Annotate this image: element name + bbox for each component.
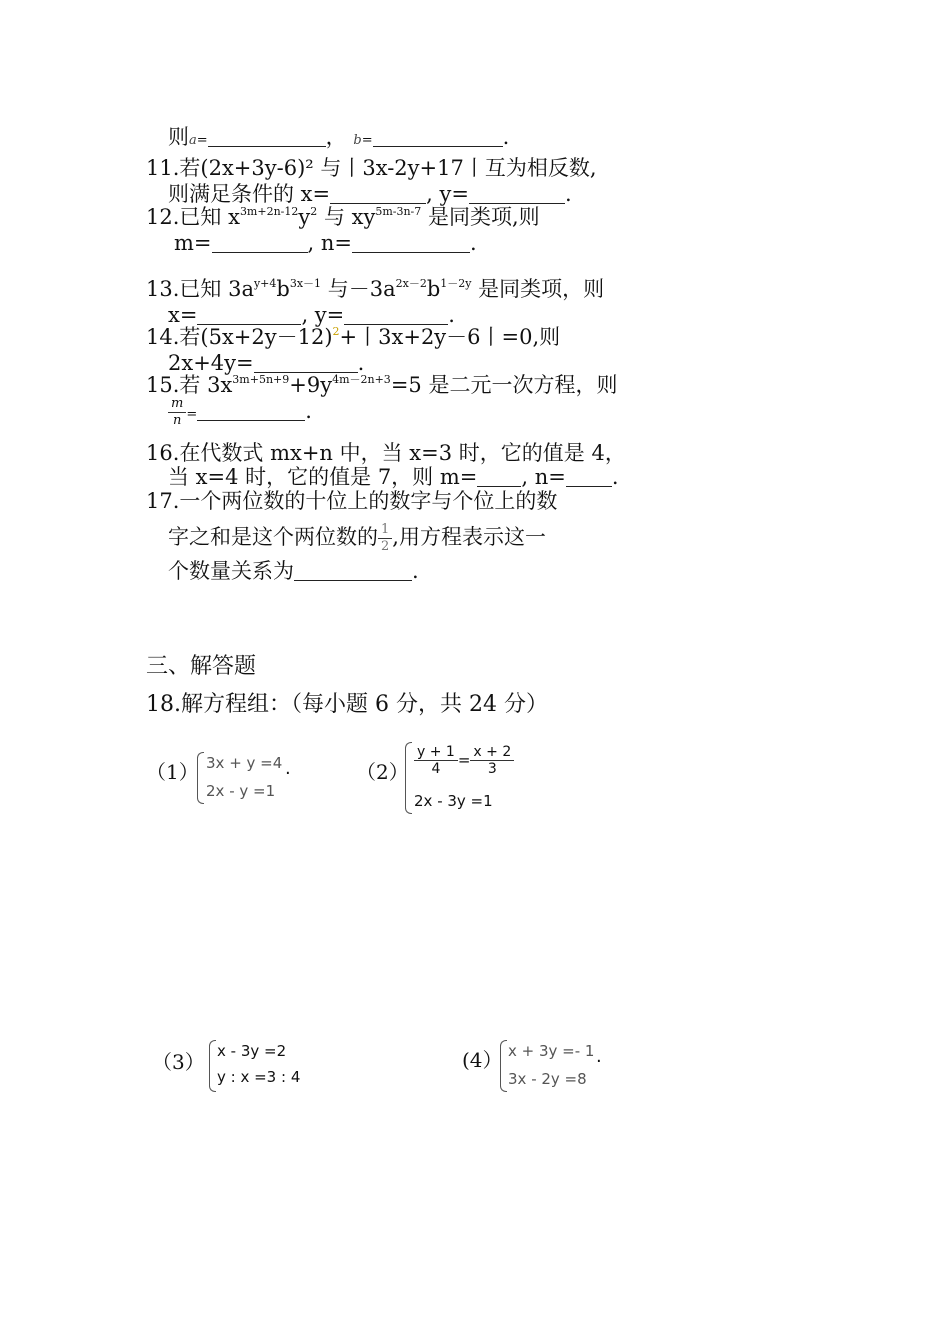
q12-mid1: y (298, 205, 311, 229)
numerator: x + 2 (470, 744, 514, 761)
q12-m-label: m= (174, 231, 212, 255)
var-a: a (189, 133, 197, 148)
q12-m-blank[interactable] (212, 234, 308, 253)
q17-number: 17. (146, 489, 180, 513)
q12-pre: 已知 x (179, 205, 240, 229)
numerator: y + 1 (414, 744, 458, 761)
brace-icon (500, 1040, 507, 1092)
comma: ， (325, 125, 347, 149)
denominator: 2 (381, 539, 390, 554)
fraction-right (470, 744, 514, 777)
brace-icon (209, 1040, 216, 1092)
exp: 2 (332, 325, 340, 338)
q14-line1 (146, 324, 560, 350)
period: . (596, 1046, 602, 1067)
period: . (470, 231, 477, 255)
q12-n-label: , n= (307, 231, 352, 255)
q15-line2 (168, 396, 312, 429)
system2-label: （2） (356, 760, 409, 784)
system3 (209, 1040, 319, 1094)
system3-eq2: y : x =3 : 4 (217, 1068, 301, 1086)
q12-line2 (174, 230, 477, 256)
q16-line2 (168, 464, 619, 490)
q16-m-label: 当 x=4 时，它的值是 7，则 m= (168, 465, 478, 489)
numerator: m (168, 396, 186, 413)
exp: 2 (310, 205, 318, 218)
q11-y-blank[interactable] (469, 185, 565, 204)
q11-x-label: 则满足条件的 x= (168, 182, 331, 206)
q17-text: 一个两位数的十位上的数字与个位上的数 (179, 489, 558, 513)
exp: 2x－2 (395, 277, 427, 290)
q15-number: 15. (146, 373, 180, 397)
eq-sign: = (457, 751, 471, 769)
q13-number: 13. (146, 277, 180, 301)
q17-line1 (146, 488, 557, 514)
q18-title: 18.解方程组：（每小题 6 分，共 24 分） (146, 692, 548, 717)
system2 (405, 742, 515, 814)
q16-n-label: , n= (521, 465, 566, 489)
period: . (448, 303, 455, 327)
q17-text4: 个数量关系为 (168, 559, 294, 583)
q17-fraction (378, 522, 392, 555)
q10-answer-line (168, 124, 509, 154)
system4-eq1: x + 3y =- 1 (508, 1042, 595, 1060)
system1 (197, 752, 297, 806)
eq-sign: = (361, 133, 373, 148)
q17-line3 (168, 558, 419, 584)
q11-line1 (146, 155, 597, 181)
q17-text2: 字之和是这个两位数的 (168, 525, 378, 549)
system4-eq2: 3x - 2y =8 (508, 1070, 587, 1088)
system3-eq1: x - 3y =2 (217, 1042, 287, 1060)
denominator: n (172, 413, 182, 428)
answer-blank-a[interactable] (208, 128, 326, 147)
q16-n-blank[interactable] (566, 468, 612, 487)
brace-icon (197, 752, 204, 804)
period: . (502, 125, 510, 149)
q16-line1 (146, 440, 626, 466)
q15-blank[interactable] (197, 402, 305, 421)
exp: 4m－2n+3 (332, 373, 391, 386)
q17-blank[interactable] (294, 562, 412, 581)
system1-label: （1） (146, 760, 199, 784)
system4-label: (4） (462, 1048, 503, 1072)
brace-icon (405, 742, 412, 814)
period: . (611, 465, 619, 489)
q13-mid2: 与－3a (321, 277, 396, 301)
q13-y-blank[interactable] (344, 306, 448, 325)
q14-text: 若(5x+2y－12) (179, 325, 333, 349)
q10-text: 则 (168, 125, 189, 149)
q11-text: 若(2x+3y-6)² 与丨3x-2y+17丨互为相反数, (179, 156, 597, 180)
q17-text3: ,用方程表示这一 (392, 525, 546, 549)
numerator: 1 (378, 522, 392, 539)
denominator: 4 (431, 761, 441, 777)
period: . (564, 182, 572, 206)
exp: 3m+5n+9 (232, 373, 290, 386)
q13-x-label: x= (168, 303, 198, 327)
period: . (412, 559, 419, 583)
q12-n-blank[interactable] (352, 234, 470, 253)
q15-fraction (168, 396, 186, 429)
system4 (500, 1040, 620, 1094)
q15-mid: +9y (289, 373, 333, 397)
exp: 5m-3n-7 (375, 205, 422, 218)
q14-blank[interactable] (254, 354, 358, 373)
q16-number: 16. (146, 441, 180, 465)
fraction-left (414, 744, 458, 777)
exp: 3m+2n-12 (239, 205, 299, 218)
period: . (285, 758, 291, 779)
q12-line1 (146, 204, 540, 230)
exp: 3x－1 (289, 277, 322, 290)
q15-pre: 若 3x (179, 373, 233, 397)
exp: y+4 (253, 277, 277, 290)
section-heading: 三、解答题 (146, 654, 257, 679)
q13-post: 是同类项，则 (471, 277, 605, 301)
q14-number: 14. (146, 325, 180, 349)
q16-m-blank[interactable] (477, 468, 521, 487)
q11-y-label: , y= (426, 182, 469, 206)
exp: 1－2y (440, 277, 472, 290)
q13-x-blank[interactable] (197, 306, 301, 325)
q13-y-label: , y= (301, 303, 345, 327)
system2-eq2: 2x - 3y =1 (414, 792, 493, 810)
system2-eq1 (414, 744, 514, 777)
q13-line1 (146, 276, 604, 302)
q12-number: 12. (146, 205, 180, 229)
q17-line2 (168, 522, 546, 555)
system3-label: （3） (152, 1050, 205, 1074)
q15-post: =5 是二元一次方程，则 (390, 373, 618, 397)
q12-post: 是同类项,则 (421, 205, 540, 229)
q16-text: 在代数式 mx+n 中，当 x=3 时，它的值是 4， (179, 441, 626, 465)
q11-x-blank[interactable] (330, 185, 426, 204)
q14-label: 2x+4y= (168, 351, 254, 375)
period: . (305, 399, 312, 423)
q12-mid2: 与 xy (317, 205, 376, 229)
q13-pre: 已知 3a (179, 277, 254, 301)
q14-text-b: +丨3x+2y－6丨=0,则 (339, 325, 561, 349)
system1-eq1: 3x + y =4 (206, 754, 283, 772)
period: . (357, 351, 365, 375)
q13-mid1: b (276, 277, 290, 301)
answer-blank-b[interactable] (373, 128, 503, 147)
eq-sign: = (196, 133, 208, 148)
eq-sign: = (186, 407, 198, 422)
denominator: 3 (487, 761, 497, 777)
q13-mid3: b (426, 277, 441, 301)
system1-eq2: 2x - y =1 (206, 782, 276, 800)
q11-number: 11. (146, 156, 180, 180)
var-b: b (353, 133, 362, 148)
q15-line1 (146, 372, 617, 398)
